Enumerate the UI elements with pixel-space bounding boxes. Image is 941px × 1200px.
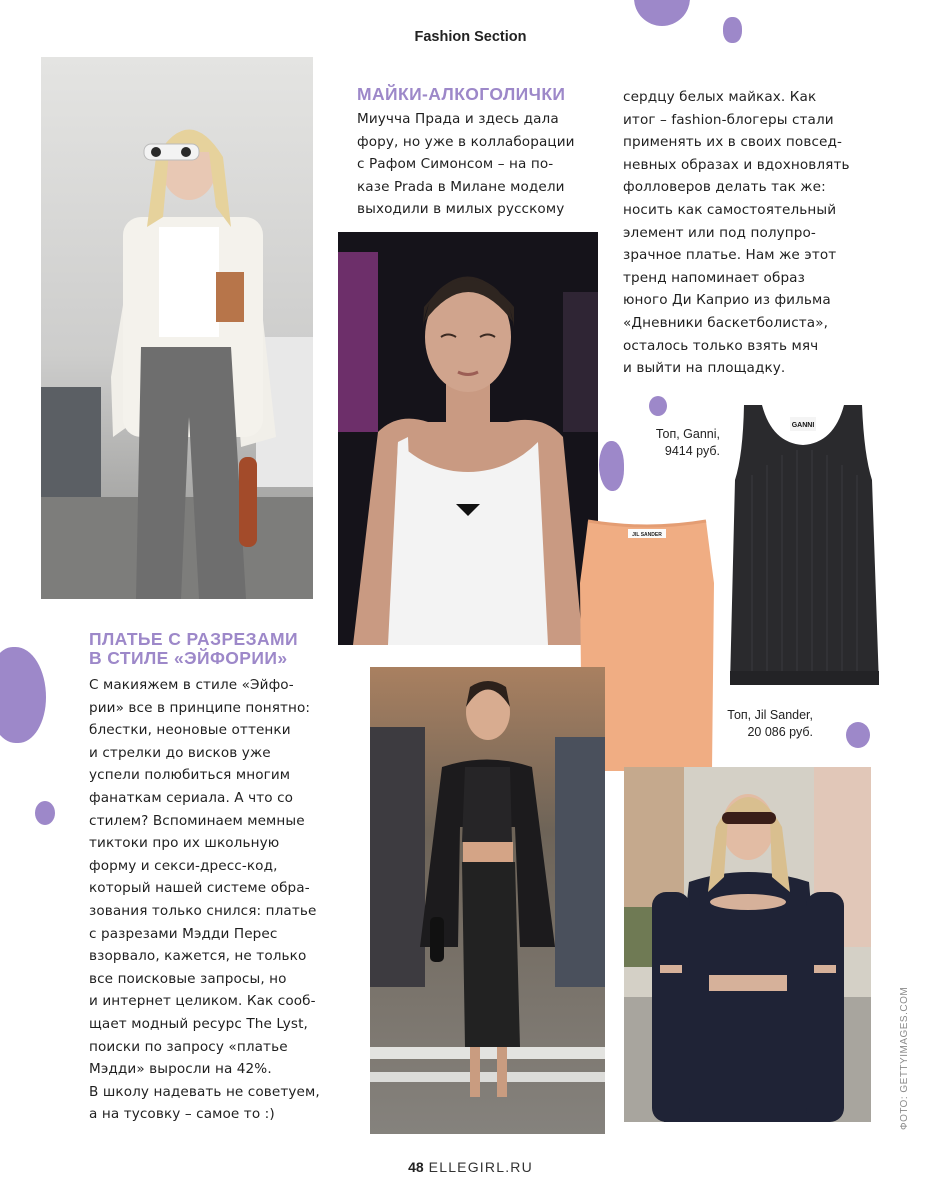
article-text-column-2: сердцу белых майках. Как итог – fashion-блогеры стали применять их в своих повсед- невных образах и вдохновлять фолловеров делать так же: носить как самостоятельный элемент или под полупро- зрачное платье. Нам же этот тренд напоминает образ юного Ди Каприо из фильма «Дневники баскетболиста», осталось только взять мяч и выйти на площадку. — [623, 89, 850, 377]
photo-credit: ФОТО: GETTYIMAGES.COM — [899, 986, 910, 1130]
jil-sander-brand-tag: JIL SANDER — [632, 532, 662, 538]
page-footer — [0, 1159, 941, 1175]
product-caption-jil-sander: Топ, Jil Sander, 20 086 руб. — [727, 708, 813, 739]
article-text-column-1: Миучча Прада и здесь дала фору, но уже в коллаборации с Рафом Симонсом – на по- казе Prada в Милане модели выходили в милых русскому — [357, 111, 575, 218]
section-title: Fashion Section — [414, 29, 527, 45]
decorative-blob — [35, 801, 55, 825]
article-heading-cutout-dress: ПЛАТЬЕ С РАЗРЕЗАМИ В СТИЛЕ «ЭЙФОРИИ» — [89, 629, 298, 668]
product-caption-ganni: Топ, Ganni, 9414 руб. — [655, 427, 720, 458]
article-text-cutout-dress: С макияжем в стиле «Эйфо- рии» все в принципе понятно: блестки, неоновые оттенки и стрелки до висков уже успели полюбиться многим фанаткам сериала. А что со стилем? Вспоминаем мемные тиктоки про их школьную форму и секси-дресс-код, который нашей системе обра- зования только снился: платье с разрезами Мэдди Перес взорвало, кажется, не только все поисковые запросы, но и интернет целиком. Как сооб- щает модный ресурс The Lyst, поиски по запросу «платье Мэдди» выросли на 42%. В школу надевать не советуем, а на тусовку – самое то :) — [89, 677, 320, 1123]
street-style-photo-navy-cutout-dress — [624, 767, 871, 1122]
decorative-blob — [634, 0, 690, 26]
page-number: 48 — [408, 1159, 424, 1175]
street-style-photo-white-shirt — [41, 57, 313, 599]
decorative-blob — [649, 396, 667, 416]
product-image-ganni-tank — [722, 395, 885, 691]
site-name: ELLEGIRL.RU — [428, 1159, 533, 1175]
street-style-photo-black-sequin-dress — [370, 667, 605, 1134]
decorative-blob — [846, 722, 870, 748]
runway-photo-white-tank — [338, 232, 598, 645]
article-heading-tank-tops: МАЙКИ-АЛКОГОЛИЧКИ — [357, 84, 566, 104]
decorative-blob — [0, 647, 46, 743]
ganni-brand-tag: GANNI — [791, 422, 815, 429]
